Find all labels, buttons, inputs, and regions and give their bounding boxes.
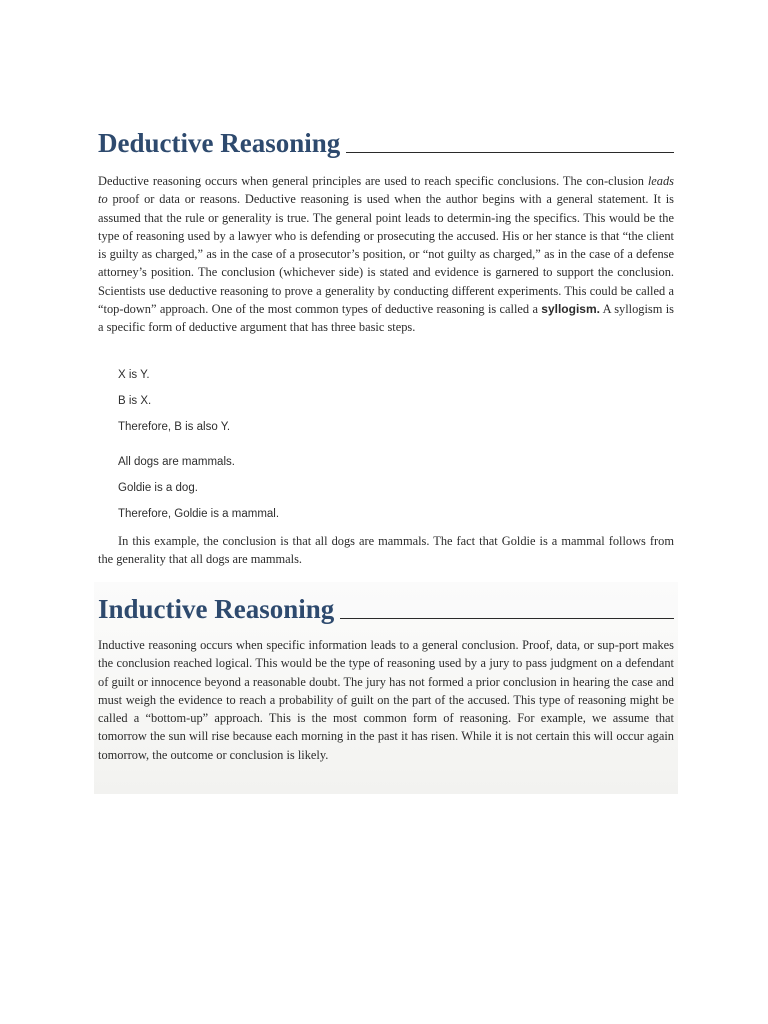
deductive-paragraph-text-3: A syllogism is a specific form of deductive argument that has three basic steps. bbox=[98, 302, 674, 335]
example-line-1: All dogs are mammals. bbox=[118, 456, 235, 468]
deductive-heading-rule bbox=[346, 152, 674, 153]
deductive-paragraph-text-2: proof or data or reasons. Deductive reasoning is used when the author begins with a general statement. It is assumed that the rule or generality is true. The general point leads to determin-ing the specifics. This would be the type of reasoning used by a lawyer who is defending or prosecuting the accused. His or her stance is that “the client is guilty as charged,” as in the case of a prosecutor’s position, or “not guilty as charged,” as in the case of a defense attorney’s position. The conclusion (whichever side) is stated and evidence is garnered to support the conclusion. Scientists use deductive reasoning to prove a generality by conducting different experiments. This could be called a “top-down” approach. One of the most common types of deductive reasoning is called a bbox=[98, 192, 674, 317]
inductive-heading-row bbox=[98, 590, 674, 624]
syllogism-line-3: Therefore, B is also Y. bbox=[118, 421, 231, 433]
deductive-body bbox=[98, 172, 674, 337]
example-line-3: Therefore, Goldie is a mammal. bbox=[118, 508, 280, 520]
inductive-heading-rule bbox=[340, 618, 674, 619]
deductive-heading: Deductive Reasoning bbox=[98, 128, 341, 158]
syllogism-line-2: B is X. bbox=[118, 395, 152, 407]
inductive-body bbox=[98, 636, 674, 764]
inductive-heading: Inductive Reasoning bbox=[98, 594, 335, 624]
deductive-heading-row bbox=[98, 124, 674, 158]
inductive-paragraph: Inductive reasoning occurs when specific information leads to a general conclusion. Proof, data, or sup-port makes the conclusion reached logical. This would be the type of reasoning used by a jury to pass judgment on a defendant of guilt or innocence beyond a reasonable doubt. The jury has not formed a prior conclusion in hearing the case and must weigh the evidence to reach a probability of guilt on the part of the accused. This type of reasoning might be called a “bottom-up” approach. This is the most common form of reasoning. For example, we assume that tomorrow the sun will rise because each morning in the past it has risen. While it is not certain this will occur again tomorrow, the outcome or conclusion is likely. bbox=[98, 638, 674, 762]
deductive-section bbox=[98, 124, 674, 158]
deductive-conclusion bbox=[98, 532, 674, 569]
deductive-conclusion-paragraph: In this example, the conclusion is that all dogs are mammals. The fact that Goldie is a mammal follows from the generality that all dogs are mammals. bbox=[98, 534, 674, 567]
inductive-section bbox=[98, 590, 674, 624]
deductive-paragraph-text-1: Deductive reasoning occurs when general principles are used to reach specific conclusions. The con-clusion bbox=[98, 174, 648, 188]
deductive-paragraph-emphasis: leads to bbox=[98, 174, 674, 207]
syllogism-term: syllogism. bbox=[541, 302, 600, 317]
syllogism-line-1: X is Y. bbox=[118, 369, 150, 381]
deductive-paragraph bbox=[98, 172, 674, 337]
example-line-2: Goldie is a dog. bbox=[118, 482, 198, 494]
